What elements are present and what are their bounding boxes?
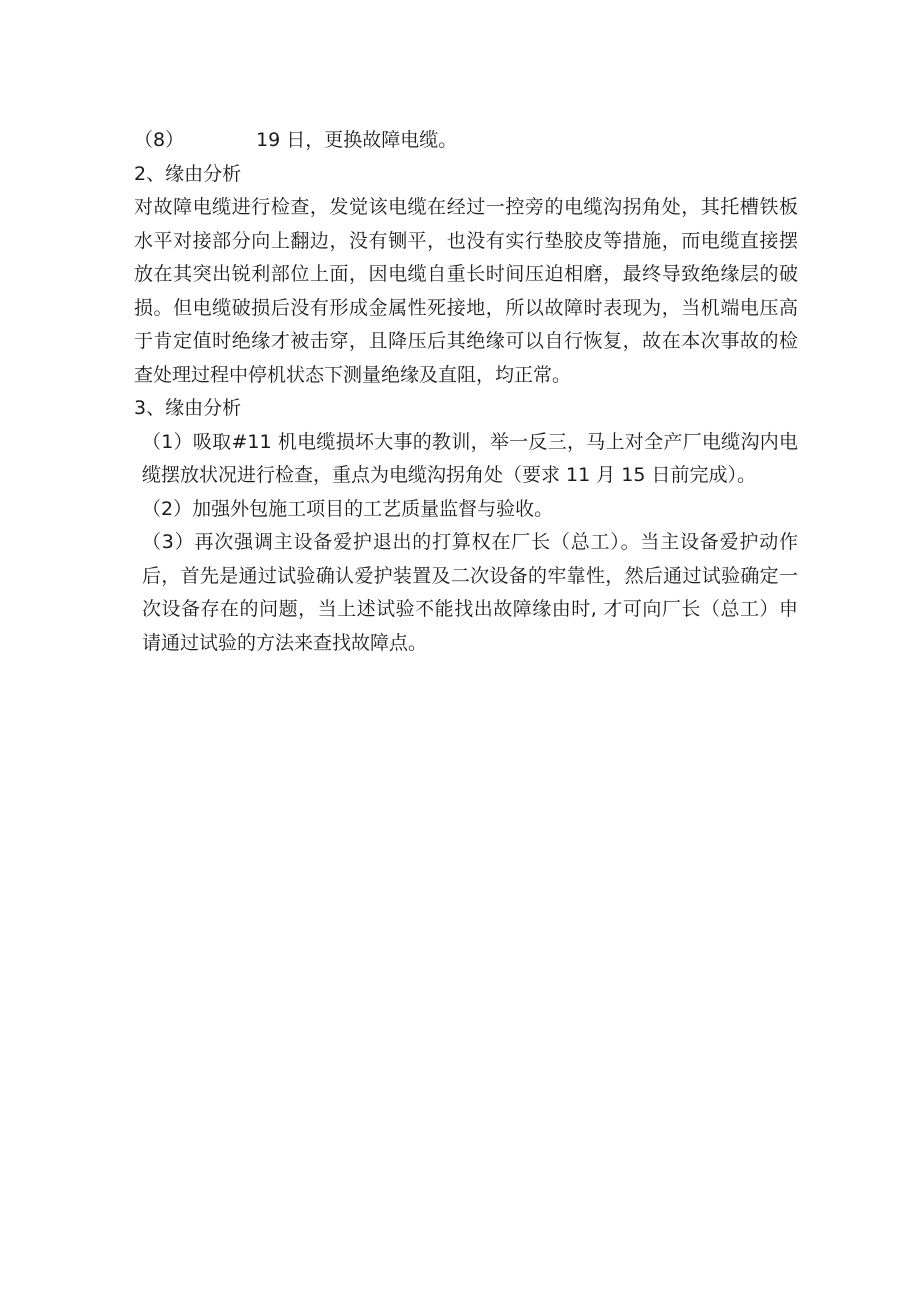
list-item-8 [134, 124, 798, 158]
section-2-paragraph: 对故障电缆进行检查，发觉该电缆在经过一控旁的电缆沟拐角处，其托槽铁板水平对接部分向上翻边，没有铡平，也没有实行垫胶皮等措施，而电缆直接摆放在其突出锐利部位上面，因电缆自重长时间压迫相磨，最终导致绝缘层的破损。但电缆破损后没有形成金属性死接地，所以故障时表现为，当机端电压高于肯定值时绝缘才被击穿，且降压后其绝缘可以自行恢复，故在本次事故的检查处理过程中停机状态下测量绝缘及直阻，均正常。 [134, 196, 798, 386]
section-2-heading: 2、缘由分析 [134, 162, 242, 185]
measure-item-3: （3）再次强调主设备爱护退出的打算权在厂长（总工）。当主设备爱护动作后，首先是通过试验确认爱护装置及二次设备的牢靠性，然后通过试验确定一次设备存在的问题，当上述试验不能找出故障缘由时, 才可向厂长（总工）申请通过试验的方法来查找故障点。 [142, 531, 798, 654]
section-3-heading: 3、缘由分析 [134, 397, 242, 419]
document-body [134, 124, 798, 660]
measure-item-1: （1）吸取#11 机电缆损坏大事的教训，举一反三，马上对全产厂电缆沟内电缆摆放状况进行检查，重点为电缆沟拐角处（要求 11 月 15 日前完成）。 [142, 430, 798, 486]
list-item-8-text: 19 日，更换故障电缆。 [256, 129, 458, 151]
measure-item-2: （2）加强外包施工项目的工艺质量监督与验收。 [142, 497, 554, 520]
list-item-8-number: （8） [134, 129, 185, 151]
